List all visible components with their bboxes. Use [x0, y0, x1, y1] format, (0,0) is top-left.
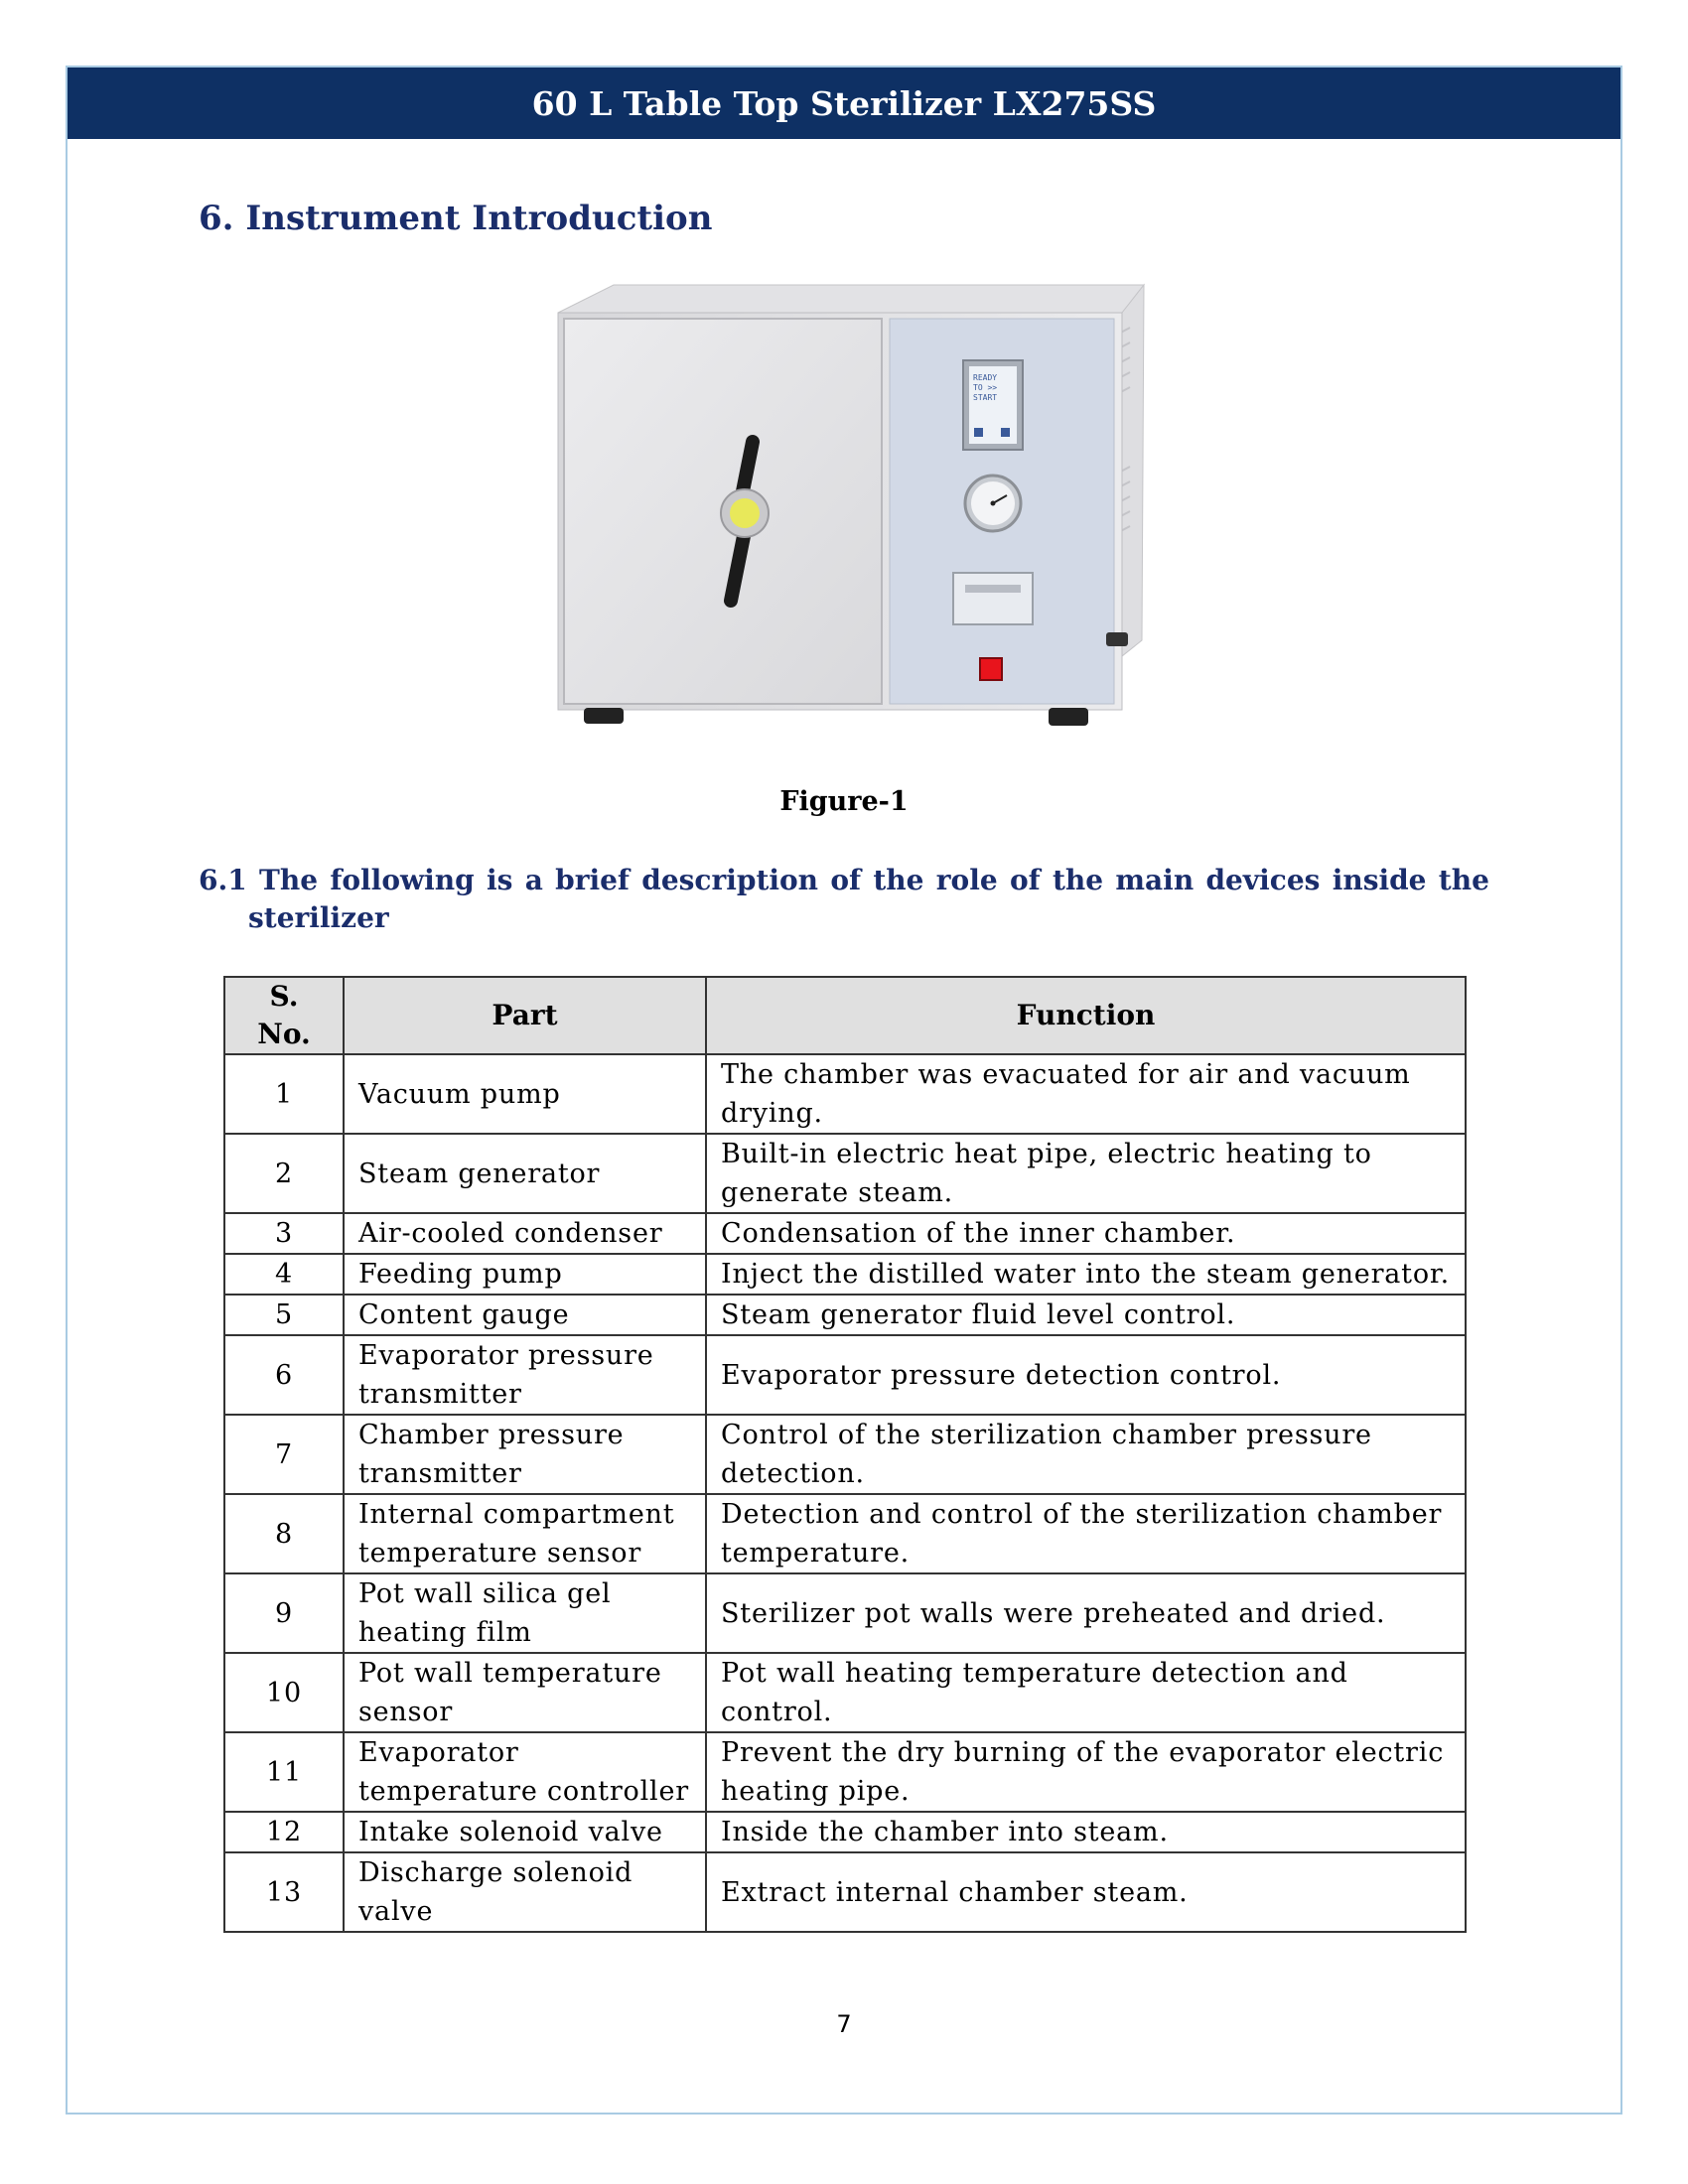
table-row [224, 1335, 1466, 1415]
cell-sno: 12 [224, 1812, 344, 1852]
header-part: Part [344, 977, 706, 1054]
subsection-word: the [1053, 864, 1104, 896]
cell-sno: 5 [224, 1295, 344, 1335]
cell-part: Pot wall silica gel heating film [344, 1573, 706, 1653]
screen-line-2: TO >> [973, 383, 998, 392]
cell-part: Intake solenoid valve [344, 1812, 706, 1852]
cell-part: Internal compartment temperature sensor [344, 1494, 706, 1573]
cell-sno: 6 [224, 1335, 344, 1415]
cell-sno: 8 [224, 1494, 344, 1573]
table-row [224, 1254, 1466, 1295]
cell-function: Condensation of the inner chamber. [706, 1213, 1466, 1254]
table-row [224, 1134, 1466, 1213]
printer-slot [953, 573, 1033, 624]
cell-function: Inside the chamber into steam. [706, 1812, 1466, 1852]
subsection-word: of [1009, 864, 1041, 896]
cell-part: Air-cooled condenser [344, 1213, 706, 1254]
header-title: 60 L Table Top Sterilizer LX275SS [531, 83, 1157, 123]
subsection-heading [199, 862, 1489, 937]
handle-knob [730, 498, 760, 528]
table-row [224, 1732, 1466, 1812]
header-bar [68, 68, 1620, 139]
cell-sno: 3 [224, 1213, 344, 1254]
cell-sno: 10 [224, 1653, 344, 1732]
subsection-word: role [935, 864, 998, 896]
cell-part: Feeding pump [344, 1254, 706, 1295]
cell-function: The chamber was evacuated for air and vacuum drying. [706, 1054, 1466, 1134]
cell-function: Steam generator fluid level control. [706, 1295, 1466, 1335]
cell-part: Chamber pressure transmitter [344, 1415, 706, 1494]
cell-function: Extract internal chamber steam. [706, 1852, 1466, 1932]
header-sno: S. No. [224, 977, 344, 1054]
cell-function: Built-in electric heat pipe, electric heating to generate steam. [706, 1134, 1466, 1213]
parts-table-body [224, 1054, 1466, 1932]
table-row [224, 1494, 1466, 1573]
header-function: Function [706, 977, 1466, 1054]
cell-sno: 7 [224, 1415, 344, 1494]
cell-sno: 4 [224, 1254, 344, 1295]
subsection-word: is [486, 864, 513, 896]
subsection-word: the [1438, 864, 1489, 896]
cell-function: Sterilizer pot walls were preheated and dried. [706, 1573, 1466, 1653]
cell-function: Detection and control of the sterilization chamber temperature. [706, 1494, 1466, 1573]
subsection-word: devices [1205, 864, 1321, 896]
cell-part: Content gauge [344, 1295, 706, 1335]
cell-function: Control of the sterilization chamber pressure detection. [706, 1415, 1466, 1494]
table-row [224, 1852, 1466, 1932]
cell-part: Pot wall temperature sensor [344, 1653, 706, 1732]
subsection-word: following [330, 864, 475, 896]
screen-line-1: READY [973, 373, 998, 382]
table-row [224, 1054, 1466, 1134]
cell-sno: 1 [224, 1054, 344, 1134]
screen-line-3: START [973, 393, 998, 402]
parts-table [223, 976, 1467, 1933]
subsection-line-1 [199, 862, 1489, 899]
subsection-word: description [641, 864, 819, 896]
cell-part: Evaporator temperature controller [344, 1732, 706, 1812]
foot-right [1049, 708, 1088, 726]
subsection-word: of [830, 864, 862, 896]
cell-sno: 9 [224, 1573, 344, 1653]
subsection-word: The [259, 864, 319, 896]
sterilizer-figure [536, 283, 1152, 745]
page-number: 7 [836, 2010, 852, 2038]
table-row [224, 1295, 1466, 1335]
cell-part: Evaporator pressure transmitter [344, 1335, 706, 1415]
pressure-gauge-icon [965, 476, 1021, 531]
cell-function: Inject the distilled water into the steam generator. [706, 1254, 1466, 1295]
table-row [224, 1812, 1466, 1852]
sterilizer-illustration [536, 283, 1152, 745]
cell-part: Steam generator [344, 1134, 706, 1213]
cell-part: Discharge solenoid valve [344, 1852, 706, 1932]
subsection-word: 6.1 [199, 864, 247, 896]
figure-caption: Figure-1 [779, 786, 909, 817]
table-row [224, 1415, 1466, 1494]
cell-part: Vacuum pump [344, 1054, 706, 1134]
cell-function: Evaporator pressure detection control. [706, 1335, 1466, 1415]
cell-sno: 13 [224, 1852, 344, 1932]
top-surface [558, 285, 1144, 313]
table-header-row [224, 977, 1466, 1054]
subsection-line-2: sterilizer [248, 901, 389, 934]
subsection-word: main [1115, 864, 1195, 896]
foot-left [584, 708, 624, 724]
subsection-word: inside [1332, 864, 1427, 896]
table-row [224, 1213, 1466, 1254]
table-row [224, 1573, 1466, 1653]
section-title: 6. Instrument Introduction [199, 199, 713, 238]
power-switch-icon [980, 658, 1002, 680]
cell-function: Prevent the dry burning of the evaporator electric heating pipe. [706, 1732, 1466, 1812]
subsection-word: brief [555, 864, 630, 896]
subsection-word: a [524, 864, 543, 896]
table-row [224, 1653, 1466, 1732]
subsection-word: the [873, 864, 924, 896]
foot-back [1106, 632, 1128, 646]
cell-sno: 11 [224, 1732, 344, 1812]
cell-function: Pot wall heating temperature detection and control. [706, 1653, 1466, 1732]
cell-sno: 2 [224, 1134, 344, 1213]
